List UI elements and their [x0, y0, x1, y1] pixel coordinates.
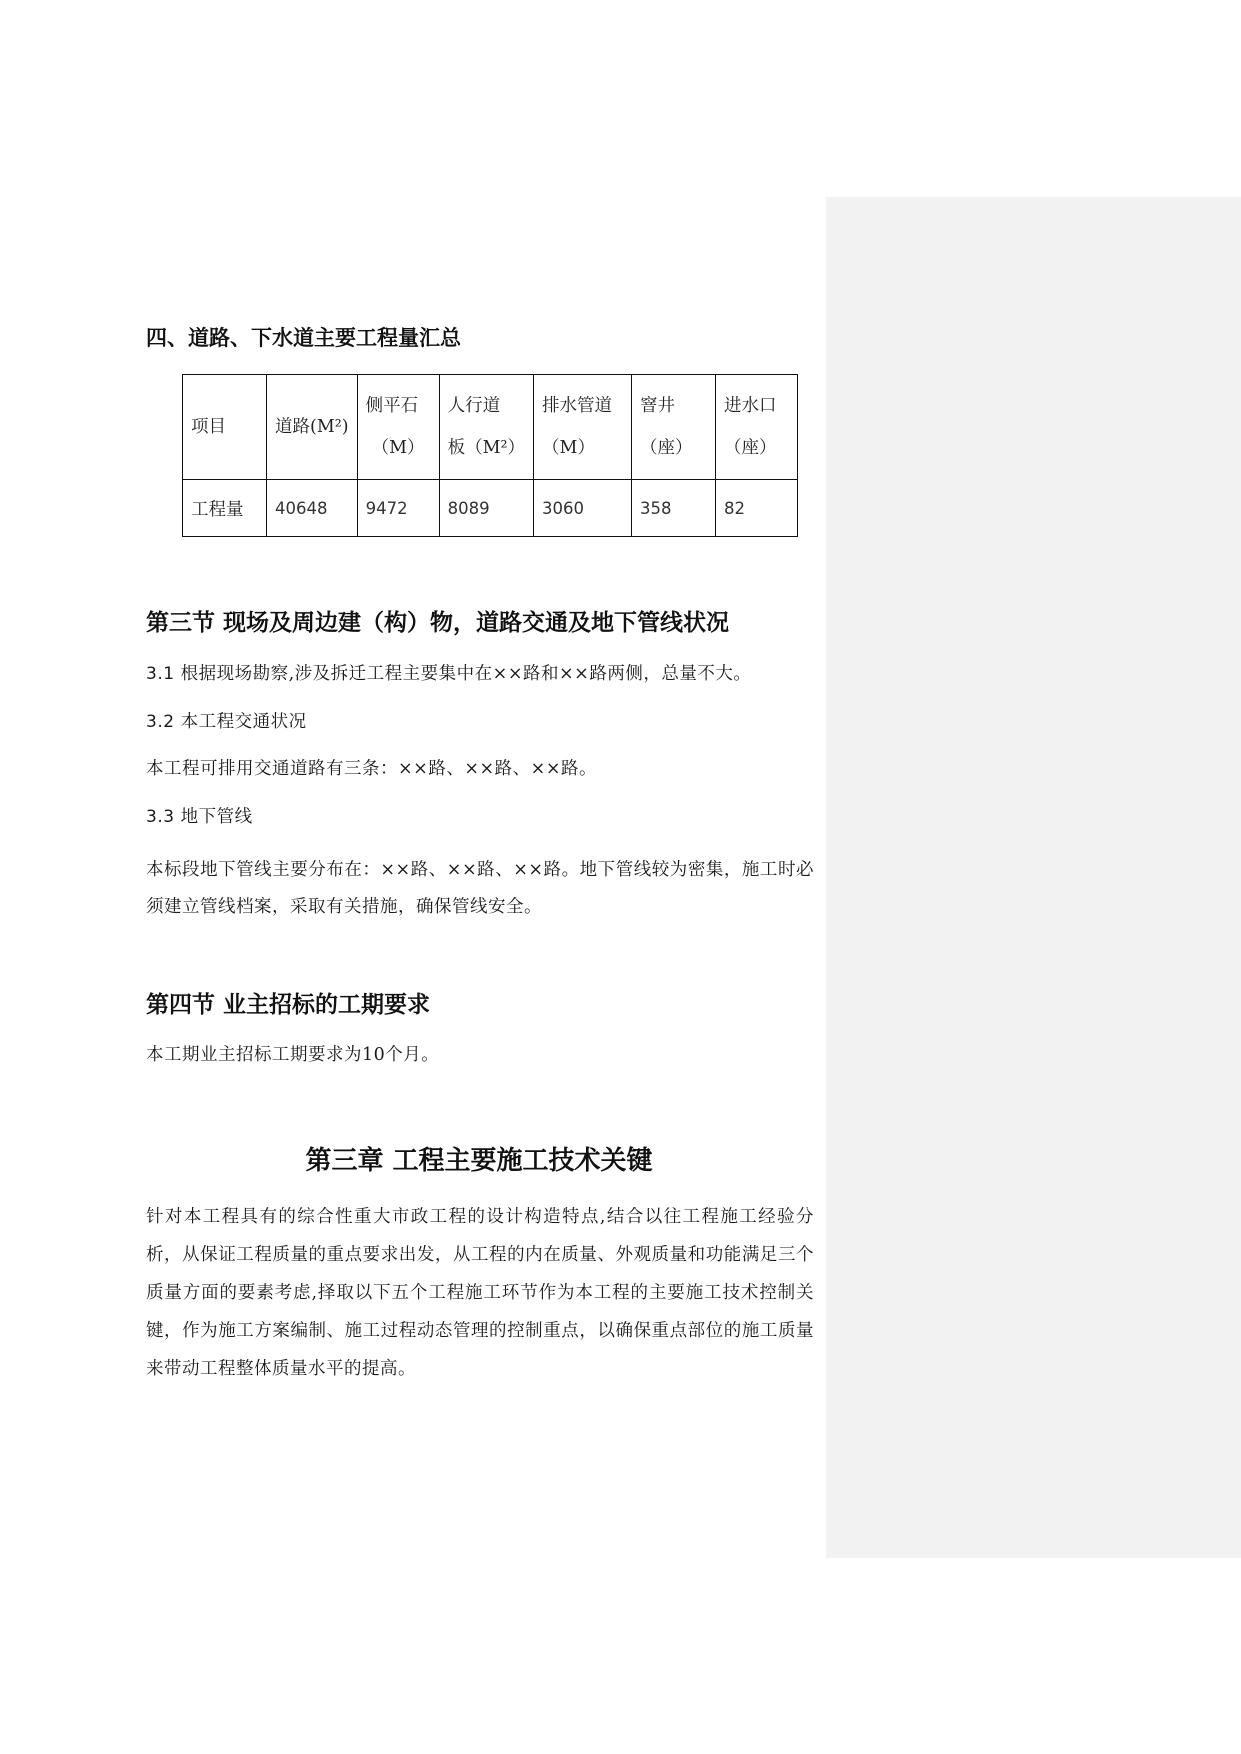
paragraph-traffic-roads: 本工程可排用交通道路有三条：××路、××路、××路。	[146, 759, 597, 779]
section-heading-site-conditions: 第三节 现场及周边建（构）物，道路交通及地下管线状况	[146, 610, 730, 636]
section-heading-quantities: 四、道路、下水道主要工程量汇总	[146, 326, 461, 350]
value-manhole: 358	[632, 480, 716, 537]
paragraph-3-2	[146, 712, 307, 732]
header-cell-curb: 侧平石 （M）	[357, 375, 439, 480]
paragraph-text: 地下管线	[180, 807, 253, 827]
header-cell-sidewalk: 人行道 板（M²）	[439, 375, 533, 480]
comment-margin-pane	[826, 197, 1241, 1558]
value-inlet: 82	[716, 480, 798, 537]
table-row	[183, 480, 798, 537]
section-heading-schedule: 第四节 业主招标的工期要求	[146, 992, 431, 1018]
value-drain-pipe: 3060	[534, 480, 632, 537]
header-cell-road: 道路(M²)	[267, 375, 358, 480]
paragraph-number: 3.2	[146, 712, 175, 732]
paragraph-text: 根据现场勘察,涉及拆迁工程主要集中在××路和××路两侧，总量不大。	[180, 664, 752, 684]
value-sidewalk: 8089	[439, 480, 533, 537]
paragraph-underground-pipes: 本标段地下管线主要分布在：××路、××路、××路。地下管线较为密集，施工时必须建立管线档案，采取有关措施，确保管线安全。	[146, 860, 814, 917]
quantities-table	[182, 374, 798, 537]
paragraph-schedule: 本工期业主招标工期要求为10个月。	[146, 1045, 440, 1065]
paragraph-chapter-intro: 针对本工程具有的综合性重大市政工程的设计构造特点,结合以往工程施工经验分析，从保证工程质量的重点要求出发，从工程的内在质量、外观质量和功能满足三个质量方面的要素考虑,择取以下五个工程施工环节作为本工程的主要施工技术控制关键，作为施工方案编制、施工过程动态管理的控制重点，以确保重点部位的施工质量来带动工程整体质量水平的提高。	[146, 1207, 814, 1379]
paragraph-number: 3.1	[146, 664, 175, 684]
header-cell-manhole: 窨井 （座）	[632, 375, 716, 480]
row-label-cell: 工程量	[183, 480, 267, 537]
paragraph-text: 本工程交通状况	[180, 712, 307, 732]
header-cell-item: 项目	[183, 375, 267, 480]
table-header-row	[183, 375, 798, 480]
chapter-title: 第三章 工程主要施工技术关键	[305, 1146, 653, 1176]
paragraph-3-1	[146, 664, 751, 684]
paragraph-number: 3.3	[146, 807, 175, 827]
paragraph-3-3	[146, 807, 253, 827]
header-cell-inlet: 进水口 （座）	[716, 375, 798, 480]
value-road: 40648	[267, 480, 358, 537]
value-curb: 9472	[357, 480, 439, 537]
header-cell-drain-pipe: 排水管道 （M）	[534, 375, 632, 480]
